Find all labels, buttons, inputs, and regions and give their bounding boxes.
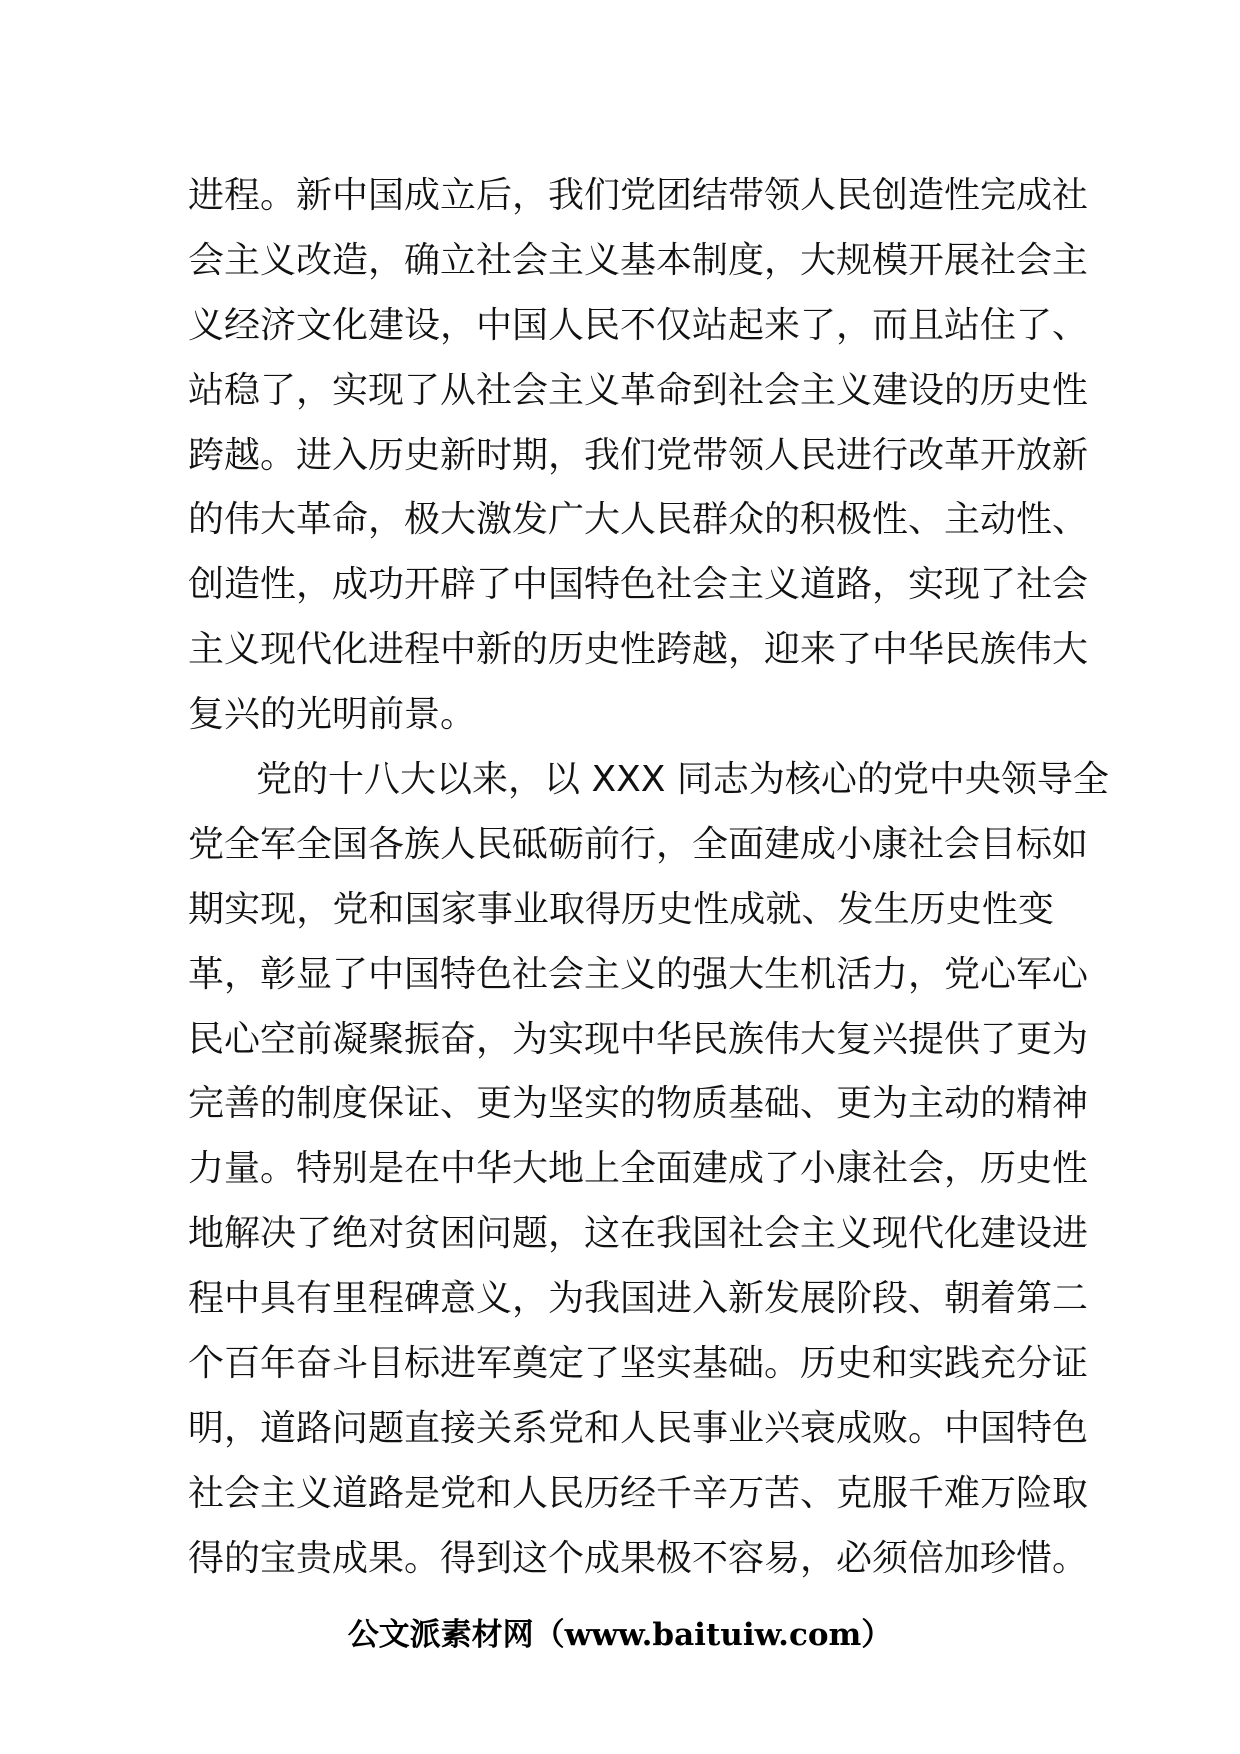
text-line: 完善的制度保证、更为坚实的物质基础、更为主动的精神 (188, 1083, 1089, 1125)
text-line: 会主义改造，确立社会主义基本制度，大规模开展社会主 (188, 239, 1089, 281)
text-line: 进程。新中国成立后，我们党团结带领人民创造性完成社 (188, 175, 1089, 216)
paragraph-end-line: 得的宝贵成果。得到这个成果极不容易，必须倍加珍惜。 (188, 1537, 1089, 1579)
text-line: 党全军全国各族人民砥砺前行，全面建成小康社会目标如 (188, 823, 1089, 865)
text-line: 地解决了绝对贫困问题，这在我国社会主义现代化建设进 (188, 1213, 1089, 1255)
text-line: 创造性，成功开辟了中国特色社会主义道路，实现了社会 (188, 564, 1089, 606)
text-line: 跨越。进入历史新时期，我们党带领人民进行改革开放新 (188, 434, 1089, 476)
paragraph-start-line: 党的十八大以来，以 XXX 同志为核心的党中央领导全 (256, 759, 1109, 801)
footer-watermark: 公文派素材网（www.baituiw.com） (347, 1617, 893, 1653)
text-line: 革，彰显了中国特色社会主义的强大生机活力，党心军心 (188, 953, 1089, 995)
text-line: 站稳了，实现了从社会主义革命到社会主义建设的历史性 (188, 369, 1089, 411)
text-line: 力量。特别是在中华大地上全面建成了小康社会，历史性 (188, 1148, 1089, 1190)
text-line: 个百年奋斗目标进军奠定了坚实基础。历史和实践充分证 (188, 1343, 1089, 1385)
paragraph-end-line: 复兴的光明前景。 (188, 694, 477, 736)
text-line: 程中具有里程碑意义，为我国进入新发展阶段、朝着第二 (188, 1278, 1089, 1320)
text-line: 社会主义道路是党和人民历经千辛万苦、克服千难万险取 (188, 1472, 1089, 1514)
text-line: 主义现代化进程中新的历史性跨越，迎来了中华民族伟大 (188, 629, 1089, 671)
text-line: 期实现，党和国家事业取得历史性成就、发生历史性变 (188, 888, 1054, 930)
text-line: 义经济文化建设，中国人民不仅站起来了，而且站住了、 (188, 304, 1089, 346)
text-line: 明，道路问题直接关系党和人民事业兴衰成败。中国特色 (188, 1407, 1089, 1449)
text-line: 民心空前凝聚振奋，为实现中华民族伟大复兴提供了更为 (188, 1018, 1089, 1060)
body-text (188, 164, 1109, 1592)
text-line: 的伟大革命，极大激发广大人民群众的积极性、主动性、 (188, 499, 1089, 541)
